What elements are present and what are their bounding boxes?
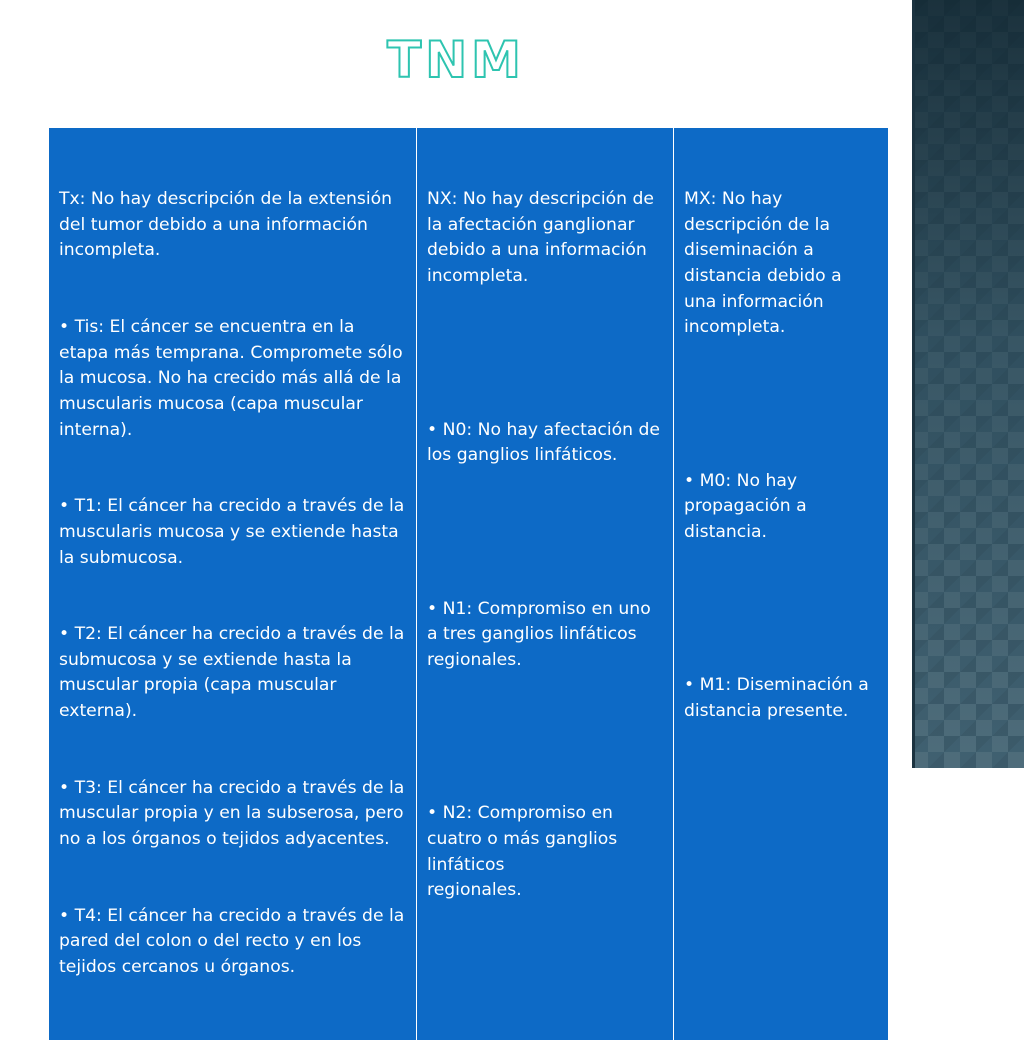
t-item-tx: Tx: No hay descripción de la extensión del tumor debido a una información incompleta.: [59, 189, 398, 261]
decorative-side-panel: [912, 0, 1024, 768]
n-item-n0: • N0: No hay afectación de los ganglios linfáticos.: [427, 419, 666, 466]
t-classification-cell: [49, 128, 417, 1041]
table-row: [49, 128, 889, 1041]
slide-title: TNM: [387, 31, 525, 89]
m-spacer: [684, 392, 878, 418]
n-spacer: [427, 341, 663, 367]
m-item-mx: MX: No hay descripción de la diseminación a distancia debido a una información incompleta.: [684, 189, 848, 338]
n-item-n1: • N1: Compromiso en uno a tres ganglios linfáticos regionales.: [427, 598, 657, 670]
m-spacer: [684, 597, 878, 623]
m-classification-cell: [674, 128, 889, 1041]
n-spacer: [427, 520, 663, 546]
n-spacer: [427, 725, 663, 751]
t-item-t1: • T1: El cáncer ha crecido a través de la muscularis mucosa y se extiende hasta la submucosa.: [59, 496, 410, 568]
t-item-t3: • T3: El cáncer ha crecido a través de la muscular propia y en la subserosa, pero no a los órganos o tejidos adyacentes.: [59, 777, 410, 850]
n-item-nx: NX: No hay descripción de la afectación ganglionar debido a una información incompleta.: [427, 189, 655, 286]
tnm-table: [48, 127, 889, 1041]
n-item-n2: • N2: Compromiso en cuatro o más ganglios linfáticos regionales.: [427, 803, 618, 901]
t-item-t4: • T4: El cáncer ha crecido a través de la pared del colon o del recto y en los tejidos cercanos u órganos.: [59, 905, 410, 977]
t-item-tis: • Tis: El cáncer se encuentra en la etapa más temprana. Compromete sólo la mucosa. No ha crecido más allá de la muscularis mucosa (capa muscular interna).: [59, 317, 409, 440]
m-item-m1: • M1: Diseminación a distancia presente.: [684, 675, 875, 722]
m-item-m0: • M0: No hay propagación a distancia.: [684, 470, 813, 542]
t-item-t2: • T2: El cáncer ha crecido a través de la submucosa y se extiende hasta la muscular propia (capa muscular externa).: [59, 624, 410, 722]
n-classification-cell: [417, 128, 674, 1041]
